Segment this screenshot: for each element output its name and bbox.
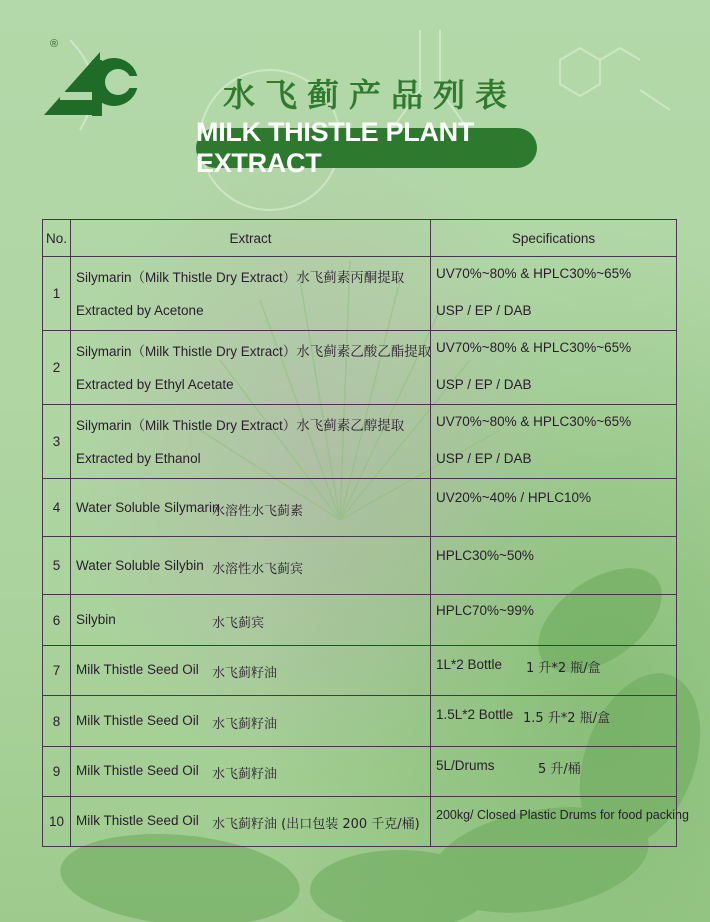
table-row [43, 404, 676, 478]
extract-cell [71, 595, 431, 645]
extract-name: Water Soluble Silybin [76, 558, 204, 573]
extract-cell [71, 257, 431, 330]
spec-cell [431, 537, 676, 594]
extract-name-cn: 水飞蓟籽油 (出口包装 200 千克/桶) [212, 817, 420, 832]
extract-cell [71, 747, 431, 796]
row-number: 8 [43, 696, 71, 746]
spec-value: UV20%~40% / HPLC10% [436, 490, 591, 505]
extract-name: Milk Thistle Seed Oil [76, 662, 199, 677]
table-row [43, 594, 676, 645]
table-row [43, 330, 676, 404]
spec-cell [431, 331, 676, 404]
spec-cell [431, 479, 676, 536]
spec-value: HPLC70%~99% [436, 603, 534, 618]
extract-name: Milk Thistle Seed Oil [76, 813, 199, 828]
row-number: 5 [43, 537, 71, 594]
column-header-extract: Extract [71, 220, 431, 256]
table-header-row [43, 220, 676, 256]
extract-name-cn: 水飞蓟籽油 [212, 717, 278, 732]
product-table [42, 219, 689, 847]
extract-name: Silymarin（Milk Thistle Dry Extract）水飞蓟素乙醇提取 [76, 418, 405, 433]
row-number: 4 [43, 479, 71, 536]
spec-value-cn: 1 升*2 瓶/盒 [526, 661, 601, 676]
registered-mark: ® [50, 38, 59, 50]
row-number: 10 [43, 797, 71, 846]
spec-value: 200kg/ Closed Plastic Drums for food packing [436, 808, 689, 822]
row-number: 2 [43, 331, 71, 404]
spec-value: UV70%~80% & HPLC30%~65% [436, 414, 632, 429]
extract-name: Silybin [76, 612, 116, 627]
table-row [43, 796, 689, 846]
extract-cell [71, 479, 431, 536]
row-number: 7 [43, 646, 71, 695]
spec-cell [431, 257, 676, 330]
spec-standard: USP / EP / DAB [436, 303, 532, 318]
spec-cell [431, 797, 689, 846]
company-logo [40, 40, 140, 120]
extract-cell [71, 797, 431, 846]
extract-method: Extracted by Acetone [76, 303, 204, 318]
extract-name-cn: 水飞蓟籽油 [212, 666, 278, 681]
spec-cell [431, 595, 676, 645]
extract-cell [71, 537, 431, 594]
column-header-no: No. [43, 220, 71, 256]
spec-value: UV70%~80% & HPLC30%~65% [436, 340, 632, 355]
extract-name-cn: 水飞蓟籽油 [212, 767, 278, 782]
extract-method: Extracted by Ethyl Acetate [76, 377, 234, 392]
extract-name: Milk Thistle Seed Oil [76, 763, 199, 778]
extract-method: Extracted by Ethanol [76, 451, 201, 466]
spec-cell [431, 696, 676, 746]
spec-standard: USP / EP / DAB [436, 377, 532, 392]
spec-value-cn: 5 升/桶 [538, 762, 581, 777]
extract-name-cn: 水溶性水飞蓟素 [212, 504, 304, 519]
row-number: 6 [43, 595, 71, 645]
table-row [43, 645, 676, 695]
extract-name-cn: 水飞蓟宾 [212, 616, 265, 631]
spec-value: 1.5L*2 Bottle [436, 707, 514, 722]
spec-value: 5L/Drums [436, 758, 495, 773]
spec-standard: USP / EP / DAB [436, 451, 532, 466]
extract-cell [71, 696, 431, 746]
table-row [43, 695, 676, 746]
row-number: 1 [43, 257, 71, 330]
extract-cell [71, 646, 431, 695]
spec-value: HPLC30%~50% [436, 548, 534, 563]
spec-value-cn: 1.5 升*2 瓶/盒 [523, 711, 611, 726]
table-row [43, 746, 676, 796]
extract-cell [71, 405, 431, 478]
spec-cell [431, 747, 676, 796]
page-title-en: MILK THISTLE PLANT EXTRACT [196, 128, 537, 168]
extract-cell [71, 331, 431, 404]
row-number: 9 [43, 747, 71, 796]
extract-name: Silymarin（Milk Thistle Dry Extract）水飞蓟素丙酮提取 [76, 270, 405, 285]
row-number: 3 [43, 405, 71, 478]
column-header-specifications: Specifications [511, 230, 596, 246]
spec-cell [431, 405, 676, 478]
extract-name: Silymarin（Milk Thistle Dry Extract）水飞蓟素乙酸乙酯提取 [76, 344, 432, 359]
table-row [43, 256, 676, 330]
extract-name-cn: 水溶性水飞蓟宾 [212, 562, 304, 577]
spec-value: 1L*2 Bottle [436, 657, 503, 672]
page-title-cn: 水飞蓟产品列表 [222, 76, 517, 114]
table-row [43, 478, 676, 536]
extract-name: Water Soluble Silymarin [76, 500, 220, 515]
spec-value: UV70%~80% & HPLC30%~65% [436, 266, 632, 281]
extract-name: Milk Thistle Seed Oil [76, 713, 199, 728]
spec-cell [431, 646, 676, 695]
table-row [43, 536, 676, 594]
